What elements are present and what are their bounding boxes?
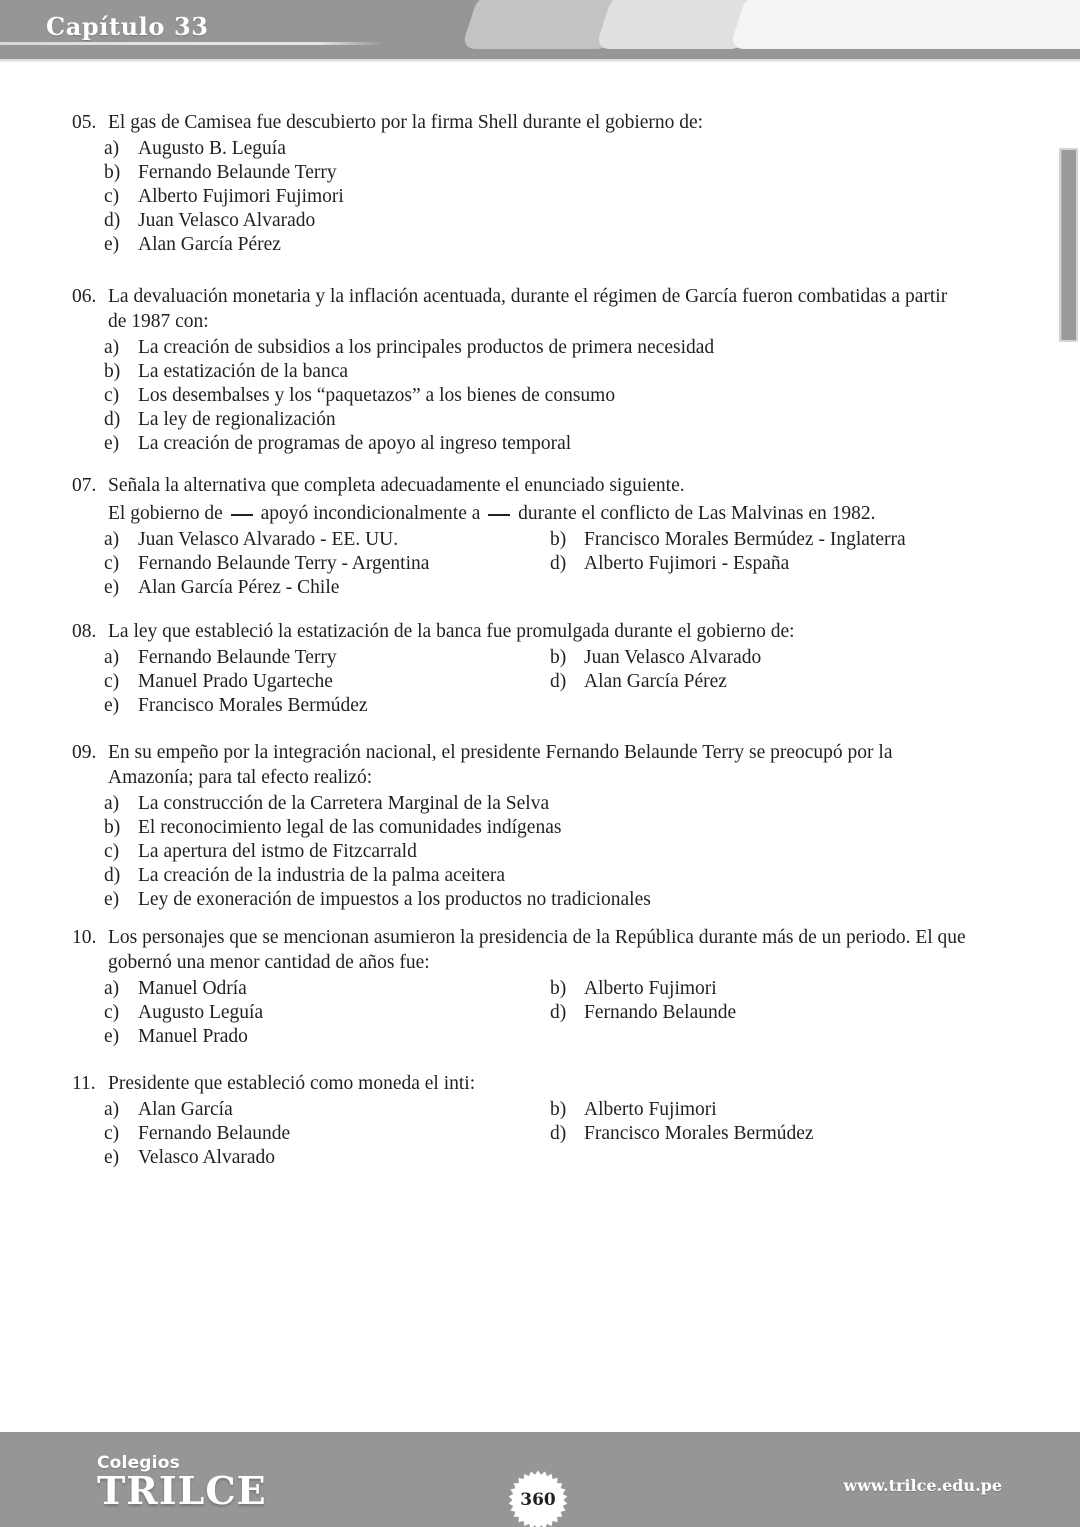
option-text: Fernando Belaunde <box>584 1002 737 1023</box>
option-text: La construcción de la Carretera Marginal de la Selva <box>138 793 550 814</box>
website-url: www.trilce.edu.pe <box>843 1476 1002 1495</box>
option-label: d) <box>104 865 121 886</box>
option-label: d) <box>104 210 121 231</box>
option-row <box>0 360 1030 384</box>
answer-option[interactable] <box>104 646 337 670</box>
question-fill-in-statement <box>0 501 1030 526</box>
option-label: b) <box>104 817 121 838</box>
question-stem <box>0 740 1030 790</box>
option-text: Francisco Morales Bermúdez - Inglaterra <box>584 529 906 550</box>
option-text: Alan García <box>138 1099 233 1120</box>
question-stem-text: El gas de Camisea fue descubierto por la firma Shell durante el gobierno de: <box>108 112 704 133</box>
option-list <box>0 977 1030 1049</box>
question-number: 05. <box>72 112 97 133</box>
question-stem <box>0 925 1030 975</box>
question-block <box>0 110 1030 257</box>
option-row <box>0 694 1030 718</box>
question-number: 06. <box>72 286 97 307</box>
question-stem <box>0 110 1030 135</box>
answer-option[interactable] <box>104 408 336 432</box>
answer-option[interactable] <box>104 360 348 384</box>
statement-part-3: durante el conflicto de Las Malvinas en 1982. <box>513 503 876 524</box>
page-number-badge <box>506 1468 570 1527</box>
option-text: La apertura del istmo de Fitzcarrald <box>138 841 417 862</box>
option-label: d) <box>550 553 567 574</box>
answer-option[interactable] <box>104 576 339 600</box>
option-row <box>0 384 1030 408</box>
option-row <box>0 1001 1030 1025</box>
option-row <box>0 670 1030 694</box>
option-text: La creación de subsidios a los principales productos de primera necesidad <box>138 337 715 358</box>
option-text: Alan García Pérez <box>584 671 727 692</box>
option-row <box>0 1098 1030 1122</box>
header-band-3 <box>729 0 1080 49</box>
option-list <box>0 646 1030 718</box>
answer-option[interactable] <box>104 432 571 456</box>
option-label: c) <box>104 385 120 406</box>
option-text: Juan Velasco Alvarado - EE. UU. <box>138 529 399 550</box>
option-label: c) <box>104 186 120 207</box>
answer-option[interactable] <box>104 840 417 864</box>
option-label: a) <box>104 978 120 999</box>
header-divider-rule <box>0 42 385 45</box>
option-list <box>0 792 1030 912</box>
option-list <box>0 528 1030 600</box>
option-list <box>0 336 1030 456</box>
option-list <box>0 137 1030 257</box>
option-text: Augusto B. Leguía <box>138 138 286 159</box>
option-text: Manuel Prado Ugarteche <box>138 671 333 692</box>
option-text: Alberto Fujimori <box>584 1099 717 1120</box>
question-block <box>0 284 1030 456</box>
answer-option[interactable] <box>104 694 368 718</box>
answer-option[interactable] <box>104 528 398 552</box>
option-text: La creación de la industria de la palma aceitera <box>138 865 506 886</box>
answer-option[interactable] <box>104 552 429 576</box>
option-label: e) <box>104 695 120 716</box>
option-label: a) <box>104 337 120 358</box>
option-label: b) <box>550 647 567 668</box>
option-row <box>0 840 1030 864</box>
option-text: Fernando Belaunde Terry - Argentina <box>138 553 430 574</box>
question-stem-text: En su empeño por la integración nacional, el presidente Fernando Belaunde Terry se preocupó por la Amazonía; para tal efecto realizó: <box>108 742 893 788</box>
question-stem-text: Los personajes que se mencionan asumieron la presidencia de la República durante más de un periodo. El que gobernó una menor cantidad de años fue: <box>108 927 966 973</box>
question-block <box>0 1071 1030 1170</box>
question-stem-text: Presidente que estableció como moneda el inti: <box>108 1073 476 1094</box>
option-text: Velasco Alvarado <box>138 1147 275 1168</box>
option-row <box>0 888 1030 912</box>
option-row <box>0 646 1030 670</box>
answer-option[interactable] <box>104 233 281 257</box>
answer-option[interactable] <box>550 1122 814 1146</box>
option-label: b) <box>550 1099 567 1120</box>
option-row <box>0 408 1030 432</box>
option-label: a) <box>104 647 120 668</box>
option-label: e) <box>104 889 120 910</box>
option-label: b) <box>104 162 121 183</box>
question-stem <box>0 619 1030 644</box>
page-header <box>0 0 1080 59</box>
statement-part-2: apoyó incondicionalmente a <box>255 503 486 524</box>
option-label: c) <box>104 841 120 862</box>
option-text: Fernando Belaunde Terry <box>138 647 337 668</box>
answer-option[interactable] <box>104 209 315 233</box>
option-row <box>0 1122 1030 1146</box>
option-label: b) <box>550 529 567 550</box>
option-row <box>0 185 1030 209</box>
answer-option[interactable] <box>550 1001 736 1025</box>
statement-blank-2 <box>488 514 510 516</box>
option-text: Francisco Morales Bermúdez <box>584 1123 814 1144</box>
answer-option[interactable] <box>104 384 615 408</box>
option-row <box>0 432 1030 456</box>
question-block <box>0 740 1030 912</box>
answer-option[interactable] <box>104 977 247 1001</box>
option-text: Juan Velasco Alvarado <box>138 210 316 231</box>
option-label: d) <box>550 1002 567 1023</box>
answer-option[interactable] <box>104 888 651 912</box>
option-row <box>0 1146 1030 1170</box>
answer-option[interactable] <box>104 864 505 888</box>
option-label: a) <box>104 138 120 159</box>
question-block <box>0 473 1030 600</box>
option-label: e) <box>104 1026 120 1047</box>
option-text: Alberto Fujimori <box>584 978 717 999</box>
answer-option[interactable] <box>550 528 906 552</box>
question-stem <box>0 1071 1030 1096</box>
option-text: Los desembalses y los “paquetazos” a los bienes de consumo <box>138 385 616 406</box>
option-row <box>0 977 1030 1001</box>
answer-option[interactable] <box>104 1122 290 1146</box>
question-stem <box>0 473 1030 498</box>
option-label: c) <box>104 1002 120 1023</box>
answer-option[interactable] <box>550 977 717 1001</box>
option-label: a) <box>104 529 120 550</box>
answer-option[interactable] <box>104 185 344 209</box>
answer-option[interactable] <box>550 1098 717 1122</box>
answer-option[interactable] <box>104 816 561 840</box>
answer-option[interactable] <box>104 792 549 816</box>
answer-option[interactable] <box>104 1025 248 1049</box>
option-text: Alan García Pérez - Chile <box>138 577 340 598</box>
option-label: d) <box>550 671 567 692</box>
vertical-scrollbar-thumb[interactable] <box>1059 148 1078 342</box>
answer-option[interactable] <box>550 552 789 576</box>
option-text: Augusto Leguía <box>138 1002 264 1023</box>
question-number: 09. <box>72 742 97 763</box>
option-text: La estatización de la banca <box>138 361 349 382</box>
option-row <box>0 137 1030 161</box>
logo-trilce-text: TRILCE <box>97 1468 267 1513</box>
option-row <box>0 792 1030 816</box>
option-label: b) <box>550 978 567 999</box>
vertical-scrollbar-track[interactable] <box>1061 63 1080 1364</box>
question-number: 08. <box>72 621 97 642</box>
option-text: La ley de regionalización <box>138 409 336 430</box>
option-row <box>0 864 1030 888</box>
option-list <box>0 1098 1030 1170</box>
option-label: e) <box>104 577 120 598</box>
option-label: e) <box>104 433 120 454</box>
option-label: e) <box>104 234 120 255</box>
question-number: 07. <box>72 475 97 496</box>
option-text: Fernando Belaunde <box>138 1123 291 1144</box>
option-text: Francisco Morales Bermúdez <box>138 695 368 716</box>
option-row <box>0 552 1030 576</box>
question-stem-text: Señala la alternativa que completa adecuadamente el enunciado siguiente. <box>108 475 685 496</box>
option-row <box>0 1025 1030 1049</box>
trilce-logo <box>97 1453 267 1513</box>
question-block <box>0 619 1030 718</box>
option-text: Manuel Odría <box>138 978 247 999</box>
answer-option[interactable] <box>104 1146 275 1170</box>
chapter-title: Capítulo 33 <box>46 12 209 41</box>
option-row <box>0 576 1030 600</box>
statement-blank-1 <box>231 514 253 516</box>
question-stem-text: La devaluación monetaria y la inflación acentuada, durante el régimen de García fueron combatidas a partir de 1987 con: <box>108 286 948 332</box>
answer-option[interactable] <box>104 137 286 161</box>
option-text: Alberto Fujimori Fujimori <box>138 186 344 207</box>
answer-option[interactable] <box>104 670 333 694</box>
option-text: Alan García Pérez <box>138 234 281 255</box>
option-row <box>0 336 1030 360</box>
answer-option[interactable] <box>104 1098 233 1122</box>
question-block <box>0 925 1030 1049</box>
option-text: Alberto Fujimori - España <box>584 553 790 574</box>
option-text: Fernando Belaunde Terry <box>138 162 337 183</box>
option-row <box>0 233 1030 257</box>
option-row <box>0 161 1030 185</box>
option-row <box>0 209 1030 233</box>
question-stem <box>0 284 1030 334</box>
answer-option[interactable] <box>104 161 337 185</box>
option-label: d) <box>550 1123 567 1144</box>
option-row <box>0 528 1030 552</box>
answer-option[interactable] <box>104 1001 263 1025</box>
header-shadow <box>0 59 1080 63</box>
option-text: Manuel Prado <box>138 1026 248 1047</box>
question-number: 11. <box>72 1073 96 1094</box>
option-label: a) <box>104 1099 120 1120</box>
page-number-text: 360 <box>520 1490 556 1510</box>
option-text: Juan Velasco Alvarado <box>584 647 762 668</box>
statement-part-1: El gobierno de <box>108 503 228 524</box>
option-row <box>0 816 1030 840</box>
logo-colegios-text: Colegios <box>97 1453 180 1473</box>
option-text: La creación de programas de apoyo al ingreso temporal <box>138 433 572 454</box>
option-label: c) <box>104 553 120 574</box>
question-number: 10. <box>72 927 97 948</box>
option-label: c) <box>104 671 120 692</box>
answer-option[interactable] <box>550 646 761 670</box>
option-text: Ley de exoneración de impuestos a los productos no tradicionales <box>138 889 651 910</box>
question-stem-text: La ley que estableció la estatización de la banca fue promulgada durante el gobierno de: <box>108 621 795 642</box>
answer-option[interactable] <box>550 670 727 694</box>
option-text: El reconocimiento legal de las comunidades indígenas <box>138 817 562 838</box>
option-label: d) <box>104 409 121 430</box>
option-label: b) <box>104 361 121 382</box>
option-label: e) <box>104 1147 120 1168</box>
option-label: c) <box>104 1123 120 1144</box>
option-label: a) <box>104 793 120 814</box>
answer-option[interactable] <box>104 336 714 360</box>
